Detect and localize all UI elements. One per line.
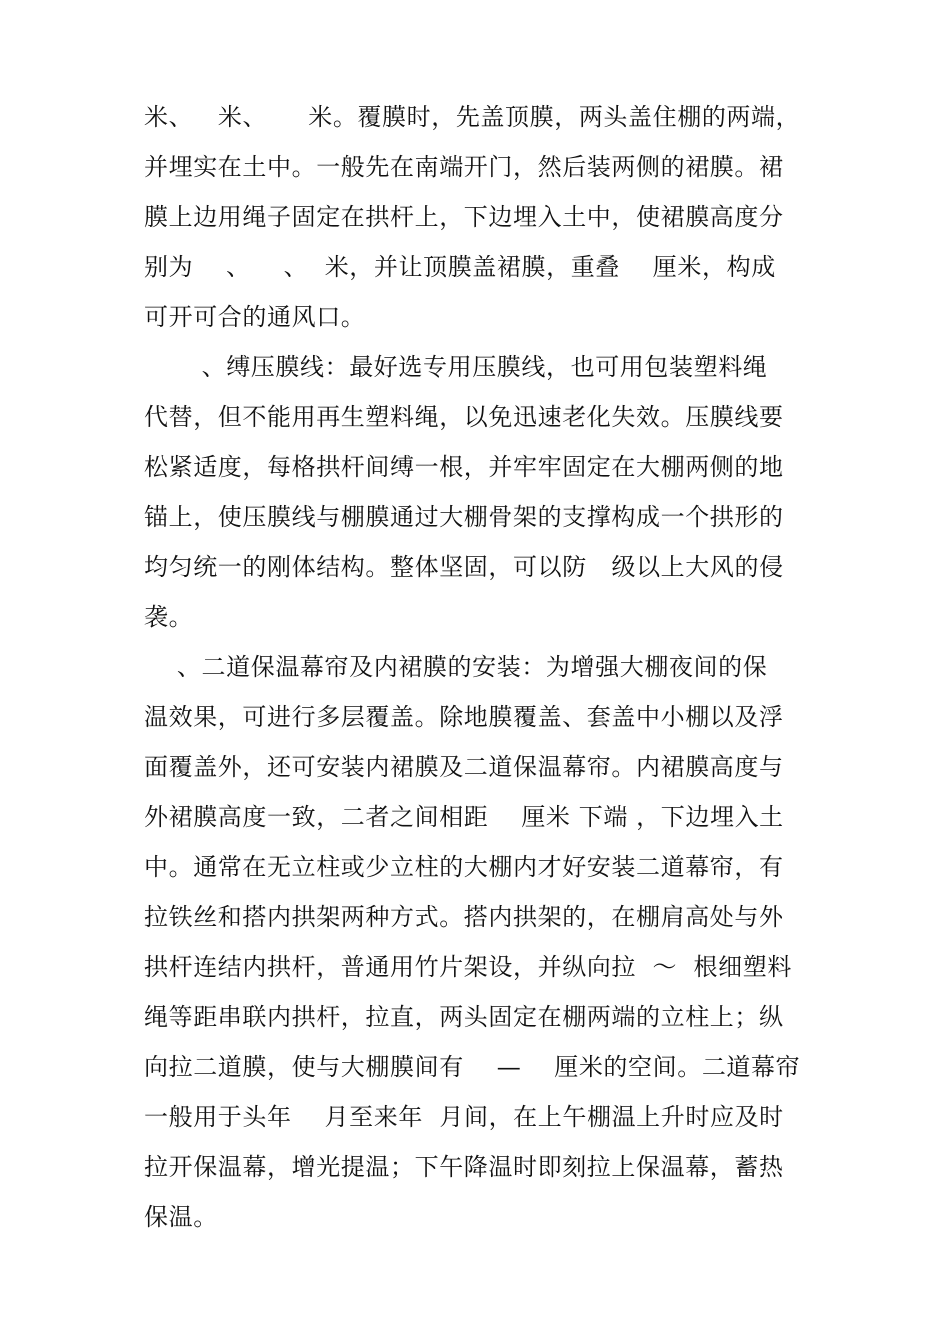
- text-line: 一般用于头年 月至来年 月间，在上午棚温上升时应及时: [144, 1103, 784, 1131]
- text-line: 别为 、 、 米，并让顶膜盖裙膜，重叠 厘米，构成: [144, 253, 776, 281]
- text-line: 保温。: [144, 1203, 218, 1231]
- text-line: 均匀统一的刚体结构。整体坚固，可以防 级以上大风的侵: [144, 553, 784, 581]
- text-line: 、二道保温幕帘及内裙膜的安装：为增强大棚夜间的保: [144, 653, 768, 681]
- text-line: 松紧适度，每格拱杆间缚一根，并牢牢固定在大棚两侧的地: [144, 453, 784, 481]
- text-line: 外裙膜高度一致，二者之间相距 厘米 下端 ，下边埋入土: [144, 803, 784, 831]
- text-line: 并埋实在土中。一般先在南端开门，然后装两侧的裙膜。裙: [144, 153, 784, 181]
- text-line: 锚上，使压膜线与棚膜通过大棚骨架的支撑构成一个拱形的: [144, 503, 784, 531]
- text-line: 拉铁丝和搭内拱架两种方式。搭内拱架的，在棚肩高处与外: [144, 903, 784, 931]
- text-line: 拉开保温幕，增光提温；下午降温时即刻拉上保温幕，蓄热: [144, 1153, 784, 1181]
- text-line: 可开可合的通风口。: [144, 303, 366, 331]
- text-line: 膜上边用绳子固定在拱杆上，下边埋入土中，使裙膜高度分: [144, 203, 784, 231]
- text-line: 袭。: [144, 603, 194, 631]
- text-line: 拱杆连结内拱杆，普通用竹片架设，并纵向拉 ～ 根细塑料: [144, 953, 792, 981]
- text-line: 温效果，可进行多层覆盖。除地膜覆盖、套盖中小棚以及浮: [144, 703, 784, 731]
- text-line: 中。通常在无立柱或少立柱的大棚内才好安装二道幕帘，有: [144, 853, 784, 881]
- text-line: 向拉二道膜，使与大棚膜间有 — 厘米的空间。二道幕帘: [144, 1053, 801, 1081]
- text-line: 米、 米、 米。覆膜时，先盖顶膜，两头盖住棚的两端，: [144, 103, 801, 131]
- text-line: 面覆盖外，还可安装内裙膜及二道保温幕帘。内裙膜高度与: [144, 753, 784, 781]
- text-line: 代替，但不能用再生塑料绳，以免迅速老化失效。压膜线要: [144, 403, 784, 431]
- text-line: 、缚压膜线：最好选专用压膜线，也可用包装塑料绳: [144, 353, 768, 381]
- text-line: 绳等距串联内拱杆，拉直，两头固定在棚两端的立柱上；纵: [144, 1003, 784, 1031]
